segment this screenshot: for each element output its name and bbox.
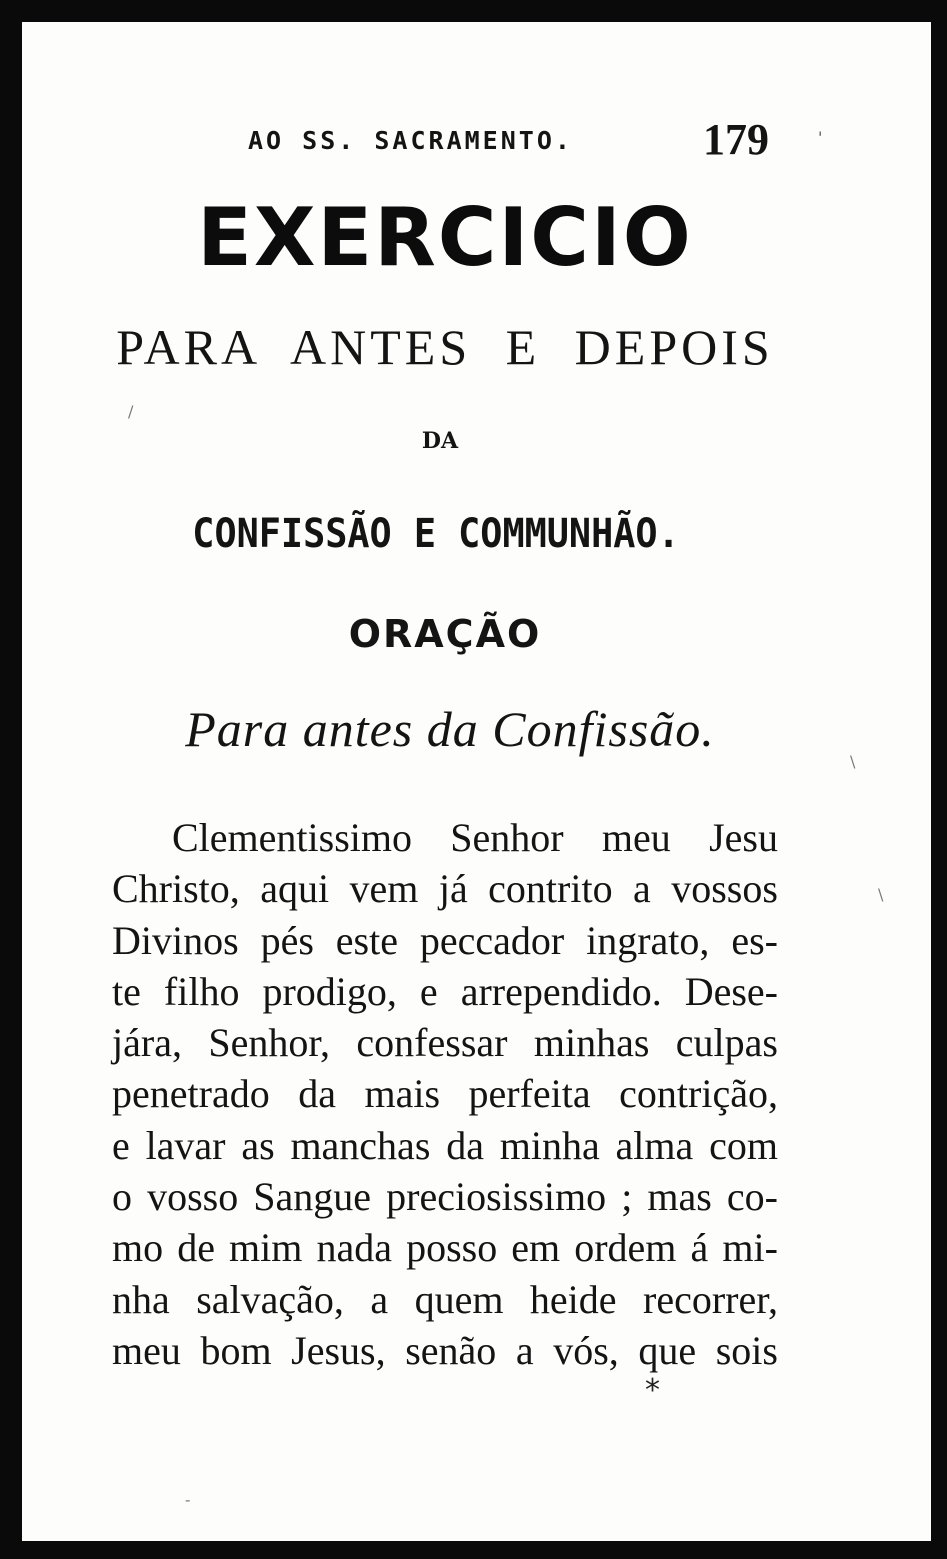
prayer-body <box>112 812 778 1376</box>
word: mas <box>647 1174 712 1220</box>
text-line <box>112 863 778 914</box>
prayer-title: Para antes da Confissão. <box>185 701 715 757</box>
word: sois <box>715 1327 778 1373</box>
word: Clementissimo <box>172 815 412 860</box>
word: Jesu <box>709 815 778 860</box>
word: já <box>438 866 468 912</box>
word: confessar <box>356 1020 508 1066</box>
word: mi- <box>722 1225 778 1271</box>
text-line <box>112 1017 778 1068</box>
scan-border-top <box>0 0 947 22</box>
ink-speck: \ <box>850 752 856 771</box>
word: aqui <box>260 866 330 912</box>
word: preciosissimo <box>386 1174 607 1220</box>
ink-speck: - <box>185 1490 191 1509</box>
word: culpas <box>675 1020 778 1066</box>
word: Jesus, <box>291 1327 386 1373</box>
word: ; <box>621 1174 633 1220</box>
word: vosso <box>147 1174 239 1220</box>
text-line <box>112 812 778 863</box>
word: que <box>638 1327 697 1373</box>
word: minha <box>499 1122 600 1168</box>
word: minhas <box>533 1020 650 1066</box>
word: e <box>112 1122 130 1168</box>
word: meu <box>601 815 671 860</box>
main-title: EXERCICIO <box>197 191 693 284</box>
text-line <box>112 966 778 1017</box>
word: pés <box>260 917 314 963</box>
word: co- <box>726 1174 778 1220</box>
connector-word: DA <box>421 428 459 454</box>
word: prodigo, <box>262 968 397 1014</box>
word: perfeita <box>468 1071 591 1117</box>
word: da <box>446 1122 484 1168</box>
prayer-label: ORAÇÃO <box>348 612 542 656</box>
word: meu <box>112 1327 181 1373</box>
word: nada <box>316 1225 392 1271</box>
word: vem <box>349 866 419 912</box>
word: vossos <box>671 866 778 912</box>
word: jára, <box>112 1020 182 1066</box>
word: contrito <box>488 866 613 912</box>
word: Dese- <box>684 968 778 1014</box>
text-line <box>112 1274 778 1325</box>
word: mim <box>229 1225 303 1271</box>
word: o <box>112 1174 132 1220</box>
scan-border-bottom <box>0 1541 947 1559</box>
word: te <box>112 968 141 1014</box>
subtitle: PARA ANTES E DEPOIS <box>116 319 774 375</box>
ink-speck: ' <box>818 128 823 147</box>
scan-border-left <box>0 0 22 1559</box>
word: penetrado <box>112 1071 270 1117</box>
word: Christo, <box>112 866 240 912</box>
scan-border-right <box>931 0 947 1559</box>
word: e <box>419 968 438 1014</box>
ink-speck: / <box>128 402 134 421</box>
text-line <box>112 1120 778 1171</box>
running-title: AO SS. SACRAMENTO. <box>248 126 573 155</box>
ink-speck: \ <box>878 885 884 904</box>
word: peccador <box>419 917 565 963</box>
word: este <box>335 917 398 963</box>
word: manchas <box>290 1122 431 1168</box>
word: a <box>633 866 651 912</box>
word: ordem <box>574 1225 677 1271</box>
text-line <box>112 1222 778 1273</box>
word: es- <box>731 917 778 963</box>
word: a <box>370 1276 389 1322</box>
word: mais <box>364 1071 441 1117</box>
word: recorrer, <box>643 1276 778 1322</box>
word: á <box>690 1225 709 1271</box>
word: mo <box>112 1225 164 1271</box>
word: vós, <box>553 1327 619 1373</box>
word: lavar <box>145 1122 226 1168</box>
word: Sangue <box>253 1174 372 1220</box>
text-line <box>112 1068 778 1119</box>
word: da <box>298 1071 336 1117</box>
word: senão <box>405 1327 497 1373</box>
signature-mark: * <box>645 1373 660 1408</box>
word: contrição, <box>619 1071 778 1117</box>
word: ingrato, <box>586 917 710 963</box>
page-number: 179 <box>703 115 769 164</box>
section-heading: CONFISSÃO E COMMUNHÃO. <box>192 511 680 557</box>
text-line <box>112 1171 778 1222</box>
word: com <box>709 1122 778 1168</box>
word: Senhor, <box>208 1020 331 1066</box>
word: de <box>177 1225 215 1271</box>
word: filho <box>163 968 240 1014</box>
word: Divinos <box>112 917 239 963</box>
word: nha <box>112 1276 170 1322</box>
word: bom <box>200 1327 272 1373</box>
word: heide <box>529 1276 617 1322</box>
word: salvação, <box>196 1276 344 1322</box>
text-line <box>112 1325 778 1376</box>
word: posso <box>406 1225 498 1271</box>
word: a <box>515 1327 534 1373</box>
word: arrependido. <box>460 968 662 1014</box>
word: as <box>241 1122 275 1168</box>
word: em <box>511 1225 561 1271</box>
word: alma <box>615 1122 694 1168</box>
word: Senhor <box>450 815 564 860</box>
text-line <box>112 915 778 966</box>
word: quem <box>414 1276 504 1322</box>
